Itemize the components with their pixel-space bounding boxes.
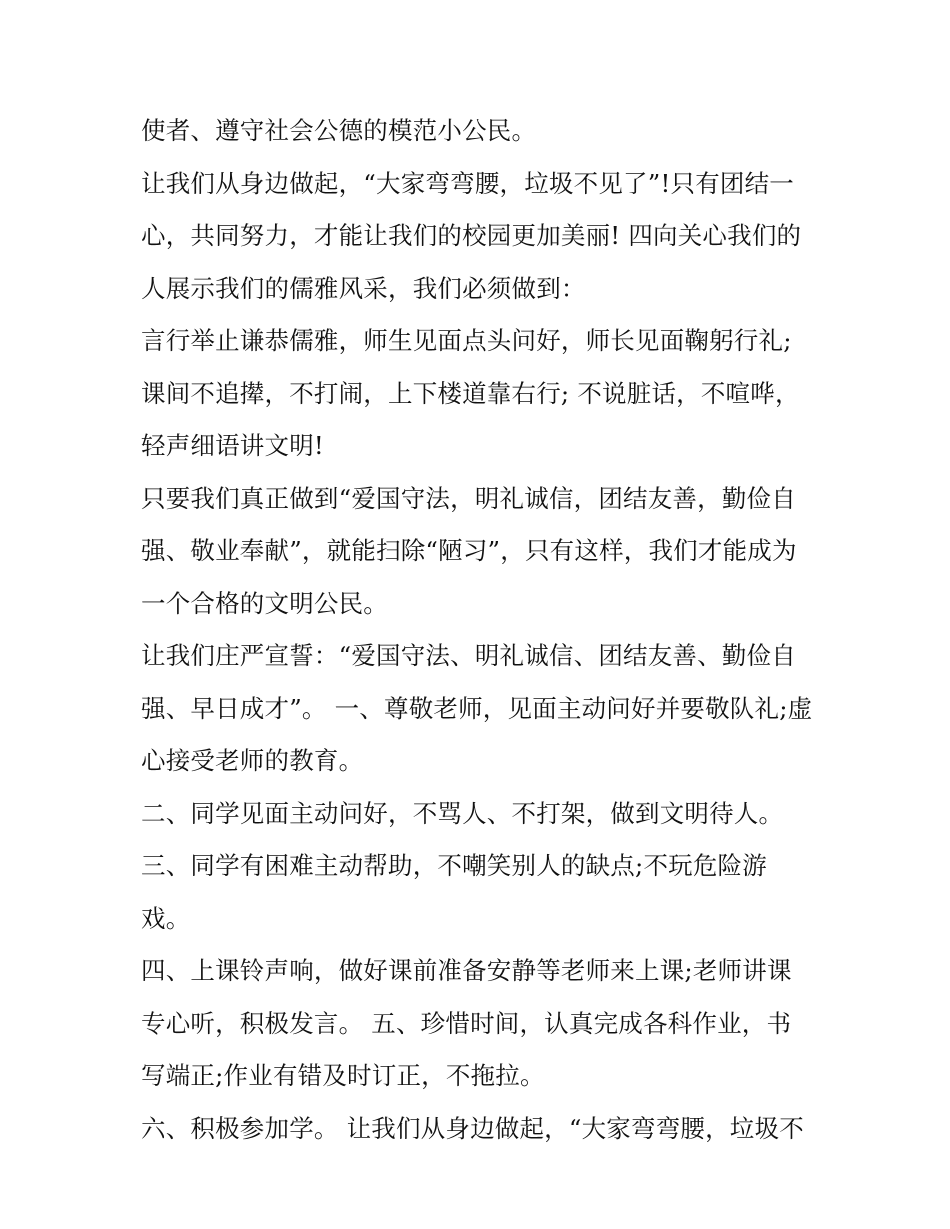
text-line: 强、敬业奉献”，就能扫除“陋习”，只有这样，我们才能成为 (141, 536, 797, 565)
text-line: 写端正;作业有错及时订正，不拖拉。 (141, 1061, 545, 1090)
text-line: 一个合格的文明公民。 (141, 588, 388, 618)
text-line: 只要我们真正做到“爱国守法，明礼诚信，团结友善，勤俭自 (141, 483, 796, 513)
text-line: 言行举止谦恭儒雅，师生见面点头问好，师长见面鞠躬行礼; (141, 326, 792, 355)
text-line: 让我们庄严宣誓：“爱国守法、明礼诚信、团结友善、勤俭自 (141, 641, 796, 670)
text-line: 专心听，积极发言。 五、珍惜时间，认真完成各科作业，书 (141, 1008, 792, 1038)
text-line: 二、同学见面主动问好，不骂人、不打架，做到文明待人。 (141, 798, 784, 828)
text-line: 轻声细语讲文明! (141, 431, 324, 460)
text-line: 人展示我们的儒雅风采，我们必须做到： (141, 273, 586, 303)
text-line: 六、积极参加学。 让我们从身边做起，“大家弯弯腰，垃圾不 (141, 1113, 804, 1143)
text-line: 心，共同努力，才能让我们的校园更加美丽! 四向关心我们的 (141, 221, 802, 250)
text-line: 让我们从身边做起，“大家弯弯腰，垃圾不见了”!只有团结一 (141, 168, 794, 198)
text-line: 三、同学有困难主动帮助，不嘲笑别人的缺点;不玩危险游 (141, 851, 767, 880)
text-line: 课间不追撵，不打闹，上下楼道靠右行; 不说脏话，不喧哗， (141, 378, 800, 408)
text-line: 四、上课铃声响，做好课前准备安静等老师来上课;老师讲课 (141, 956, 792, 985)
text-line: 心接受老师的教育。 (141, 746, 364, 775)
text-line: 戏。 (141, 903, 191, 933)
document-text (141, 105, 821, 1155)
text-line: 使者、遵守社会公德的模范小公民。 (141, 116, 537, 145)
text-line: 强、早日成才”。 一、尊敬老师，见面主动问好并要敬队礼;虚 (141, 693, 813, 723)
